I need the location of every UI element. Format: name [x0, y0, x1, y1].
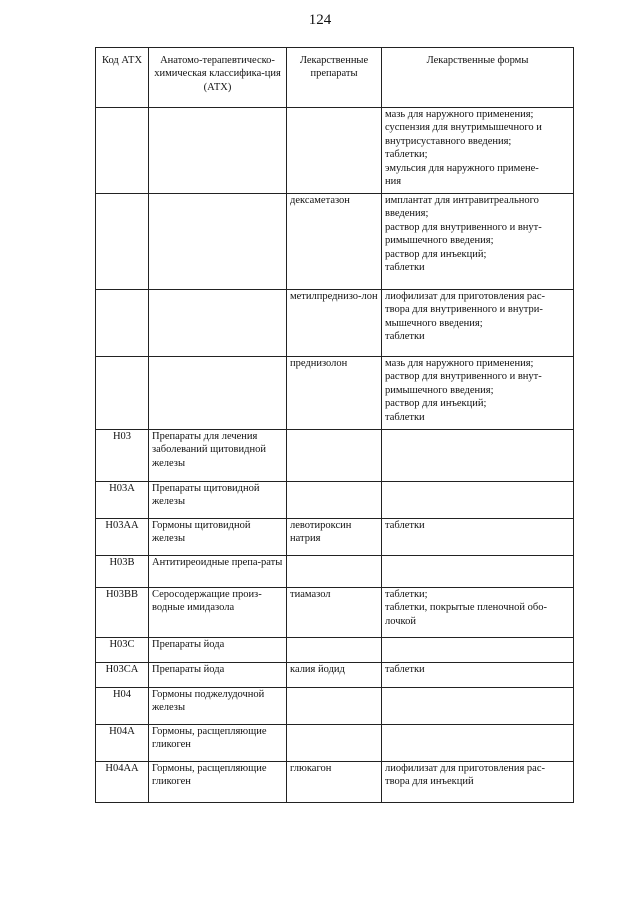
table-row: [96, 688, 574, 725]
form-line: ния: [385, 176, 402, 188]
table-row: [96, 762, 574, 803]
atx-code-cell: H03: [96, 430, 149, 482]
drug-cell: [287, 430, 382, 482]
header-drugs: Лекарственные препараты: [287, 48, 382, 108]
classification-cell: Препараты щитовидной железы: [149, 482, 287, 519]
forms-cell: [382, 556, 574, 588]
classification-cell: [149, 194, 287, 290]
forms-cell: [382, 638, 574, 663]
atx-code-cell: [96, 108, 149, 194]
drug-cell: [287, 688, 382, 725]
drug-cell: левотироксин натрия: [287, 519, 382, 556]
form-line: таблетки;: [385, 589, 428, 600]
form-line: таблетки, покрытые пленочной обо-: [385, 602, 547, 614]
forms-cell: [382, 290, 574, 357]
form-line: римышечного введения;: [385, 235, 494, 247]
form-line: суспензия для внутримышечного и: [385, 122, 542, 134]
form-line: внутрисуставного введения;: [385, 135, 512, 147]
header-classification: Анатомо-терапевтическо-химическая классифика-ция (АТХ): [149, 48, 287, 108]
atx-code-cell: [96, 357, 149, 430]
table-body: [96, 108, 574, 803]
classification-cell: Антитиреоидные препа-раты: [149, 556, 287, 588]
form-line: мышечного введения;: [385, 317, 483, 329]
drug-cell: преднизолон: [287, 357, 382, 430]
atx-code-cell: H04: [96, 688, 149, 725]
classification-cell: Препараты для лечения заболеваний щитовидной железы: [149, 430, 287, 482]
atx-code-cell: [96, 194, 149, 290]
drug-cell: дексаметазон: [287, 194, 382, 290]
table-row: [96, 482, 574, 519]
header-code: Код АТХ: [96, 48, 149, 108]
form-line: раствор для внутривенного и внут-: [385, 371, 542, 383]
form-line: таблетки: [385, 664, 425, 675]
classification-cell: Гормоны, расщепляющие гликоген: [149, 725, 287, 762]
atx-code-cell: H03AA: [96, 519, 149, 556]
classification-cell: Гормоны поджелудочной железы: [149, 688, 287, 725]
atx-table: [95, 47, 574, 803]
table-row: [96, 638, 574, 663]
forms-cell: [382, 725, 574, 762]
form-line: лиофилизат для приготовления рас-: [385, 763, 546, 774]
drug-cell: [287, 108, 382, 194]
drug-cell: метилпреднизо-лон: [287, 290, 382, 357]
atx-code-cell: [96, 290, 149, 357]
form-line: раствор для инъекций;: [385, 398, 487, 410]
atx-code-cell: H03BB: [96, 588, 149, 638]
forms-cell: [382, 688, 574, 725]
classification-cell: [149, 290, 287, 357]
table-row: [96, 108, 574, 194]
atx-code-cell: H04A: [96, 725, 149, 762]
forms-cell: [382, 663, 574, 688]
atx-code-cell: H04AA: [96, 762, 149, 803]
atx-code-cell: H03B: [96, 556, 149, 588]
classification-cell: Препараты йода: [149, 638, 287, 663]
forms-cell: [382, 430, 574, 482]
forms-cell: [382, 482, 574, 519]
classification-cell: Серосодержащие произ-водные имидазола: [149, 588, 287, 638]
form-line: лиофилизат для приготовления рас-: [385, 291, 546, 302]
table-row: [96, 290, 574, 357]
form-line: эмульсия для наружного примене-: [385, 162, 539, 174]
atx-code-cell: H03C: [96, 638, 149, 663]
form-line: введения;: [385, 208, 429, 220]
table-header: [96, 48, 574, 108]
atx-code-cell: H03CA: [96, 663, 149, 688]
form-line: таблетки: [385, 520, 425, 531]
forms-cell: [382, 108, 574, 194]
classification-cell: Гормоны щитовидной железы: [149, 519, 287, 556]
page-number: 124: [308, 12, 332, 28]
drug-cell: [287, 725, 382, 762]
form-line: твора для инъекций: [385, 776, 474, 788]
form-line: имплантат для интравитреального: [385, 195, 539, 206]
table-row: [96, 430, 574, 482]
forms-cell: [382, 194, 574, 290]
drug-cell: глюкагон: [287, 762, 382, 803]
form-line: таблетки: [385, 331, 425, 343]
classification-cell: Препараты йода: [149, 663, 287, 688]
drug-cell: [287, 638, 382, 663]
form-line: мазь для наружного применения;: [385, 109, 534, 120]
drug-cell: калия йодид: [287, 663, 382, 688]
form-line: мазь для наружного применения;: [385, 358, 534, 369]
drug-cell: [287, 482, 382, 519]
table-row: [96, 556, 574, 588]
table-row: [96, 663, 574, 688]
form-line: таблетки: [385, 411, 425, 423]
form-line: лочкой: [385, 615, 416, 627]
table-row: [96, 519, 574, 556]
table-row: [96, 588, 574, 638]
forms-cell: [382, 357, 574, 430]
table-row: [96, 194, 574, 290]
drug-cell: тиамазол: [287, 588, 382, 638]
form-line: твора для внутривенного и внутри-: [385, 304, 543, 316]
drug-cell: [287, 556, 382, 588]
table-row: [96, 725, 574, 762]
classification-cell: [149, 108, 287, 194]
classification-cell: Гормоны, расщепляющие гликоген: [149, 762, 287, 803]
form-line: раствор для инъекций;: [385, 248, 487, 260]
form-line: раствор для внутривенного и внут-: [385, 221, 542, 233]
form-line: таблетки;: [385, 149, 428, 161]
table-row: [96, 357, 574, 430]
form-line: римышечного введения;: [385, 384, 494, 396]
forms-cell: [382, 762, 574, 803]
forms-cell: [382, 519, 574, 556]
forms-cell: [382, 588, 574, 638]
form-line: таблетки: [385, 262, 425, 274]
atx-code-cell: H03A: [96, 482, 149, 519]
classification-cell: [149, 357, 287, 430]
header-forms: Лекарственные формы: [382, 48, 574, 108]
